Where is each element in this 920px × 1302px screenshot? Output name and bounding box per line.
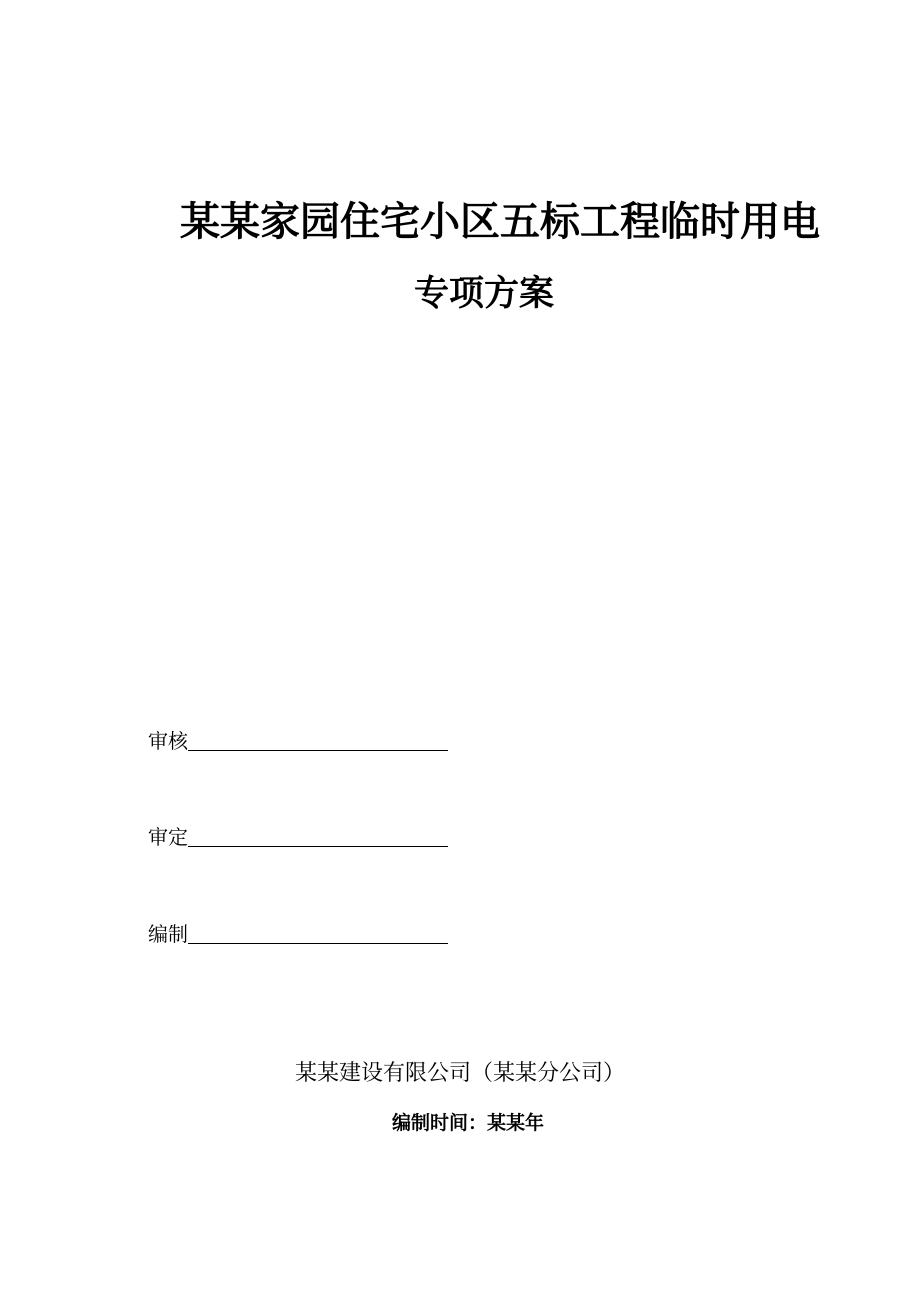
approve-label: 审定 — [148, 825, 188, 849]
company-name: 某某建设有限公司（某某分公司） — [294, 1061, 625, 1086]
compile-date: 编制时间：某某年 — [391, 1112, 544, 1134]
approve-signature-line — [188, 846, 448, 847]
review-signature-line — [188, 750, 448, 751]
compile-label: 编制 — [148, 922, 188, 946]
compile-signature-line — [188, 943, 448, 944]
document-title-line-1: 某某家园住宅小区五标工程临时用电 — [180, 199, 820, 245]
document-title-line-2: 专项方案 — [413, 274, 554, 314]
review-label: 审核 — [148, 729, 188, 753]
approve-signature-row — [148, 820, 448, 850]
compile-signature-row — [148, 917, 448, 947]
review-signature-row — [148, 724, 448, 754]
